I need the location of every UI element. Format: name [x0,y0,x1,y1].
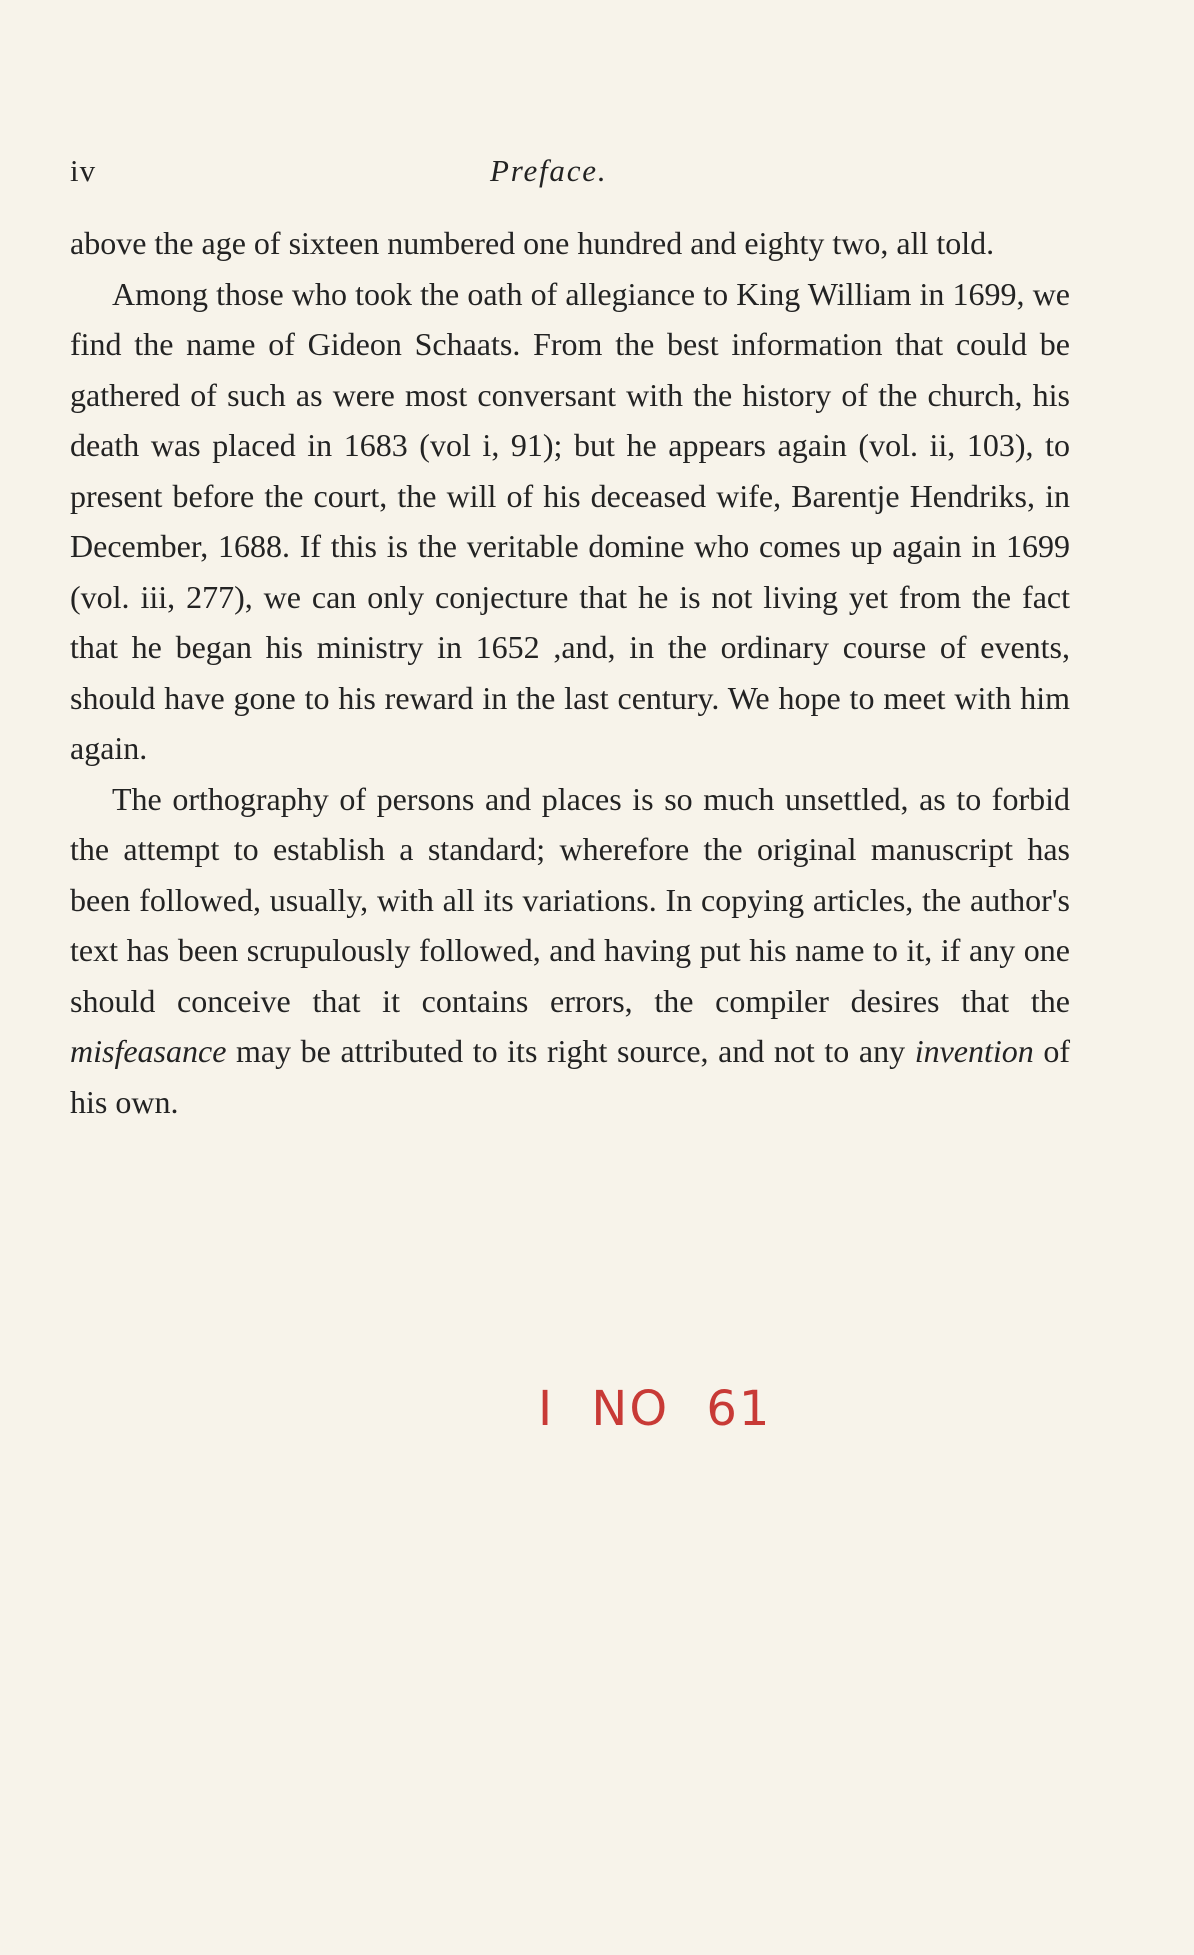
paragraph-3-text-2: may be attributed to its right source, and not to any [226,1033,915,1069]
paragraph-1: above the age of sixteen numbered one hundred and eighty two, all told. [70,225,995,261]
paragraph-2: Among those who took the oath of allegiance to King William in 1699, we find the name of Gideon Schaats. From the best information that could be gathered of such as were most conversant with the history of the church, his death was placed in 1683 (vol i, 91); but he appears again (vol. ii, 103), to present before the court, the will of his deceased wife, Barentje Hendriks, in December, 1688. If this is the veritable domine who comes up again in 1699 (vol. iii, 277), we can only conjecture that he is not living yet from the fact that he began his ministry in 1652 ,and, in the ordinary course of events, should have gone to his reward in the last century. We hope to meet with him again. [70,275,1070,766]
paragraph-3 [70,774,1070,1128]
invention-word: invention [914,1033,1034,1069]
stamp-part-1: I [538,1381,555,1437]
page-number: iv [70,153,97,188]
running-head: Preface. [490,153,608,188]
library-stamp [538,1381,791,1437]
stamp-part-3: 61 [706,1381,772,1437]
stamp-part-2: NO [591,1381,670,1437]
page-header [70,153,1070,203]
preface-text [70,218,1070,1127]
paragraph-3-text-3: of his own. [70,1033,1071,1120]
paragraph-3-text-1: The orthography of persons and places is so much unsettled, as to forbid the attempt to establish a standard; wherefore the original manuscript has been followed, usually, with all its variations. In copying articles, the author's text has been scrupulously followed, and having put his name to it, if any one should conceive that it contains errors, the compiler desires that the [70,780,1070,1019]
misfeasance-word: misfeasance [70,1033,227,1069]
